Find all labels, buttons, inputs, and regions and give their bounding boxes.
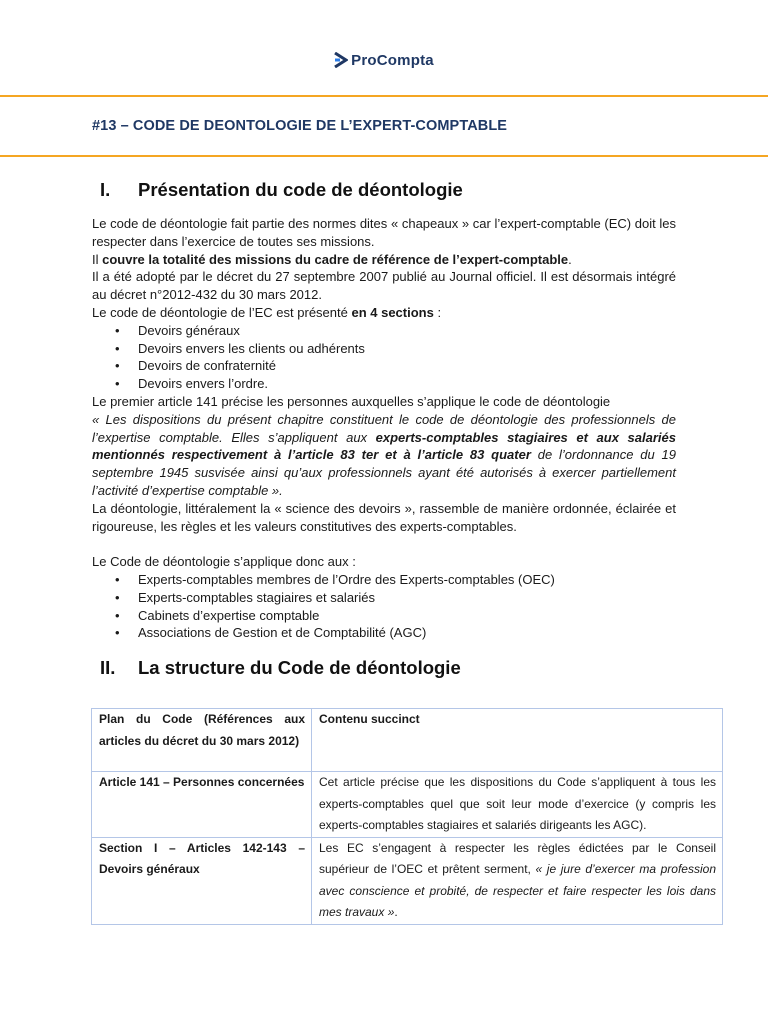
scope-paragraph: Il couvre la totalité des missions du cadre de référence de l’expert-comptable. — [92, 251, 572, 267]
table-header-row — [92, 709, 723, 772]
section-1-heading — [100, 179, 463, 201]
article-141-paragraph: Le premier article 141 précise les personnes auxquelles s’applique le code de déontologie — [92, 393, 611, 409]
section-2-number: II. — [100, 657, 116, 678]
list-item: • Experts-comptables membres de l’Ordre des Experts-comptables (OEC) — [92, 571, 676, 589]
scope-bold: couvre la totalité des missions du cadre de référence de l’expert-comptable — [102, 251, 569, 267]
section-2-title: La structure du Code de déontologie — [138, 657, 461, 678]
procompta-arrow-icon — [334, 52, 348, 68]
duties-list — [92, 322, 676, 393]
structure-table-wrapper — [91, 708, 723, 925]
section-2-heading — [100, 657, 461, 679]
applies-paragraph: Le Code de déontologie s’applique donc aux : — [92, 554, 356, 570]
adoption-paragraph: Il a été adopté par le décret du 27 septembre 2007 publié au Journal officiel. Il est désormais intégré au décret n°2012-432 du 30 mars 2012. — [92, 269, 676, 303]
procompta-logo — [0, 52, 768, 69]
sections-paragraph: Le code de déontologie de l’EC est présenté en 4 sections : — [92, 304, 442, 320]
header-bottom-rule — [0, 155, 768, 157]
structure-table — [91, 708, 723, 925]
header-top-rule — [0, 95, 768, 97]
table-cell: Section I – Articles 142-143 – Devoirs généraux — [92, 837, 312, 924]
oath-quote: « je jure d’exercer ma profession avec conscience et probité, de respecter et faire respecter les lois dans mes travaux » — [319, 862, 716, 919]
list-item: • Devoirs généraux — [92, 322, 676, 340]
list-item: • Devoirs envers les clients ou adhérents — [92, 340, 676, 358]
quote-bold: experts-comptables stagiaires et aux salariés mentionnés respectivement à l’article 83 ter et à l’article 83 quater — [92, 429, 676, 463]
table-header-cell: Plan du Code (Références aux articles du décret du 30 mars 2012) — [92, 709, 312, 772]
section-1-title: Présentation du code de déontologie — [138, 179, 463, 200]
list-item: • Devoirs envers l’ordre. — [92, 375, 676, 393]
section-1-number: I. — [100, 179, 111, 200]
list-item: • Associations de Gestion et de Comptabilité (AGC) — [92, 624, 676, 642]
article-141-quote: « Les dispositions du présent chapitre constituent le code de déontologie des professionnels de l’expertise comptable. Elles s’appliquent aux experts-comptables stagiaires et aux salariés mentionnés respectivement à l’article 83 ter et à l’article 83 quater de l’ordonnance du 19 septembre 1945 susvisée ainsi qu’aux professionnels ayant été autorisés à exercer partiellement l’activité d’expertise comptable ». — [92, 411, 676, 498]
document-title: #13 – CODE DE DEONTOLOGIE DE L’EXPERT-COMPTABLE — [92, 118, 508, 134]
table-cell: Cet article précise que les dispositions du Code s’appliquent à tous les experts-comptables quel que soit leur mode d’exercice (y compris les experts-comptables stagiaires et salariés dirigeants les AGC). — [312, 772, 723, 838]
brand-name: ProCompta — [351, 52, 434, 69]
list-item: • Cabinets d’expertise comptable — [92, 607, 676, 625]
table-row — [92, 772, 723, 838]
applies-list — [92, 571, 676, 642]
definition-paragraph: La déontologie, littéralement la « science des devoirs », rassemble de manière ordonnée, éclairée et rigoureuse, les règles et les valeurs constitutives des experts-comptables. — [92, 500, 676, 534]
list-item: • Devoirs de confraternité — [92, 357, 676, 375]
table-cell: Les EC s’engagent à respecter les règles édictées par le Conseil supérieur de l’OEC et prêtent serment, « je jure d’exercer ma profession avec conscience et probité, de respecter et faire respecter les lois dans mes travaux ». — [312, 837, 723, 924]
table-header-cell: Contenu succinct — [312, 709, 723, 772]
table-cell: Article 141 – Personnes concernées — [92, 772, 312, 838]
list-item: • Experts-comptables stagiaires et salariés — [92, 589, 676, 607]
intro-paragraph: Le code de déontologie fait partie des normes dites « chapeaux » car l’expert-comptable (EC) doit les respecter dans l’exercice de toutes ses missions. — [92, 216, 676, 249]
table-row — [92, 837, 723, 924]
sections-bold: en 4 sections — [351, 304, 434, 320]
section-1-body — [92, 215, 676, 642]
